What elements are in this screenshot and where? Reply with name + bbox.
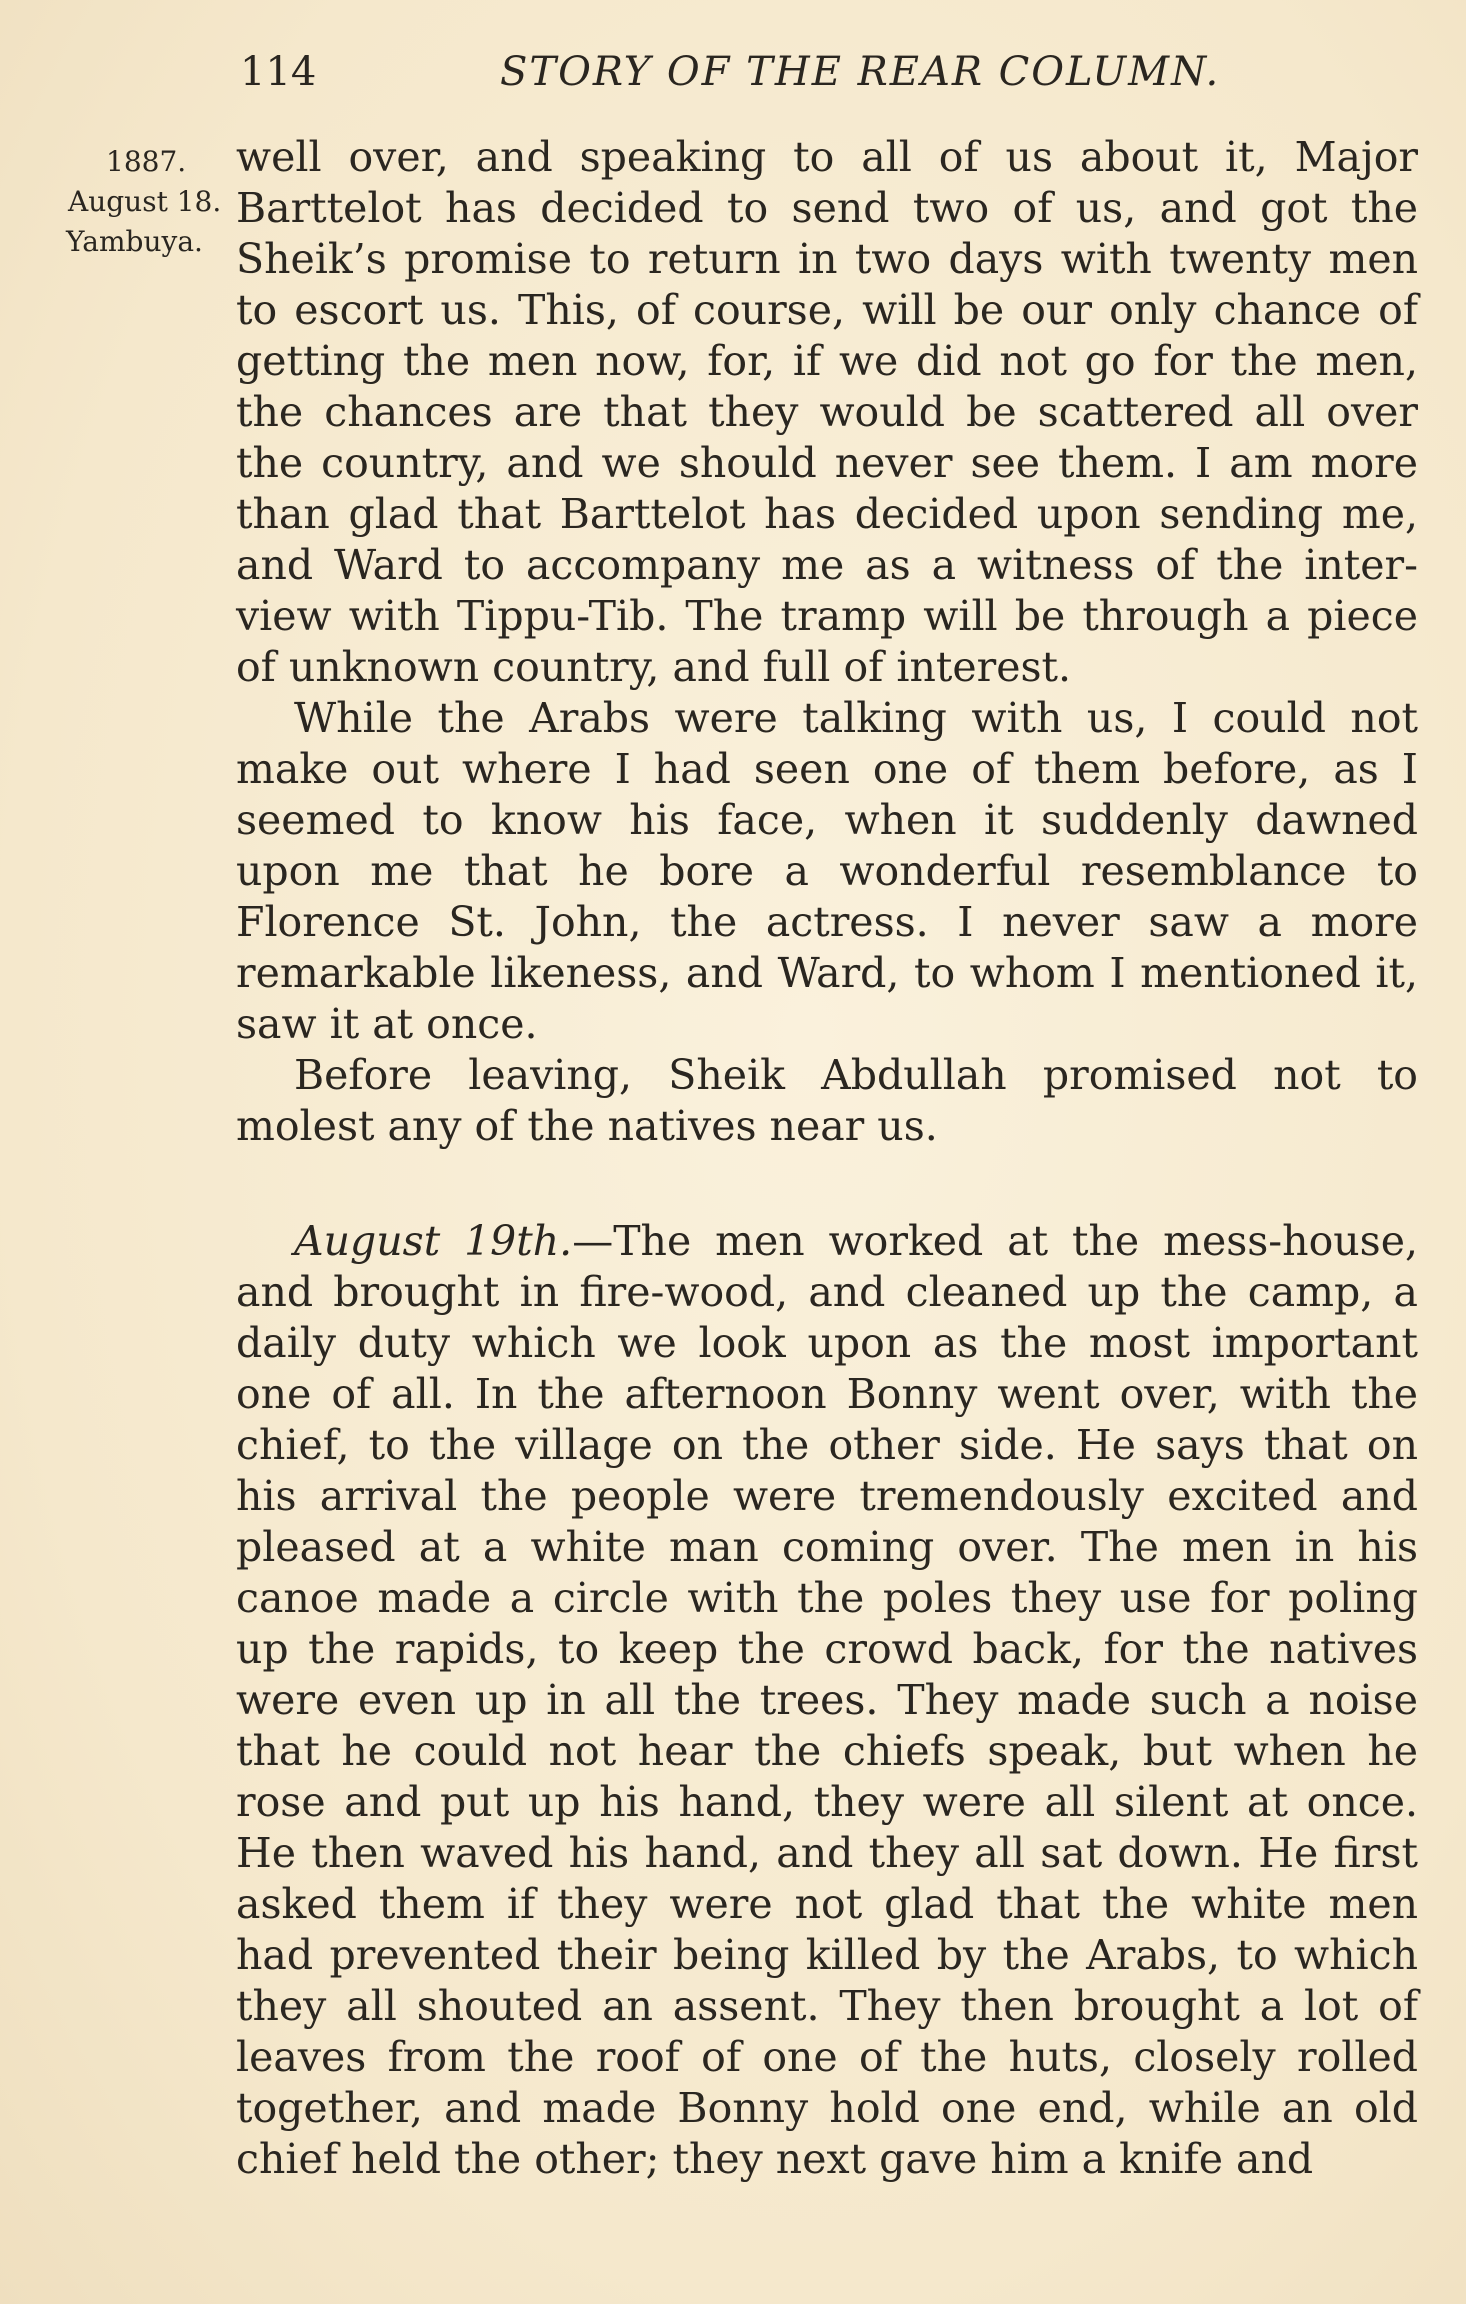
margin-note-place: Yambuya.: [66, 225, 203, 258]
margin-note-year: 1887.: [106, 145, 187, 178]
entry-text: —The men worked at the mess-house, and brought in fire-wood, and cleaned up the camp, a daily duty which we look upon as the most important one of all. In the afternoon Bonny went over, with the chief, to the village on the other side. He says that on his arrival the people were tremendously excited and pleased at a white man coming over. The men in his canoe made a circle with the poles they use for poling up the rapids, to keep the crowd back, for the natives were even up in all the trees. They made such a noise that he could not hear the chiefs speak, but when he rose and put up his hand, they were all silent at once. He then waved his hand, and they all sat down. He first asked them if they were not glad that the white men had prevented their being killed by the Arabs, to which they all shouted an assent. They then brought a lot of leaves from the roof of one of the huts, closely rolled together, and made Bonny hold one end, while an old chief held the other; they next gave him a knife and: [236, 1217, 1418, 2183]
page-number: 114: [240, 49, 317, 95]
page-header: [240, 42, 1240, 102]
paragraph-2: While the Arabs were talking with us, I could not make out where I had seen one of them before, as I seemed to know his face, when it suddenly dawned upon me that he bore a wonderful resemblance to Florence St. John, the actress. I never saw a more remarkable likeness, and Ward, to whom I mentioned it, saw it at once.: [236, 694, 1418, 1048]
paragraph-1: well over, and speaking to all of us about it, Major Barttelot has decided to send two of us, and got the Sheik’s promise to return in two days with twenty men to escort us. This, of course, will be our only chance of getting the men now, for, if we did not go for the men, the chances are that they would be scattered all over the country, and we should never see them. I am more than glad that Barttelot has decided upon sending me, and Ward to accompany me as a witness of the inter-view with Tippu-Tib. The tramp will be through a piece of unknown country, and full of interest.: [236, 133, 1418, 691]
diary-entry: [236, 1216, 1418, 2185]
entry-date: August 19th.: [294, 1217, 573, 1265]
running-title: STORY OF THE REAR COLUMN.: [500, 49, 1221, 95]
paragraph-3: Before leaving, Sheik Abdullah promised not to molest any of the natives near us.: [236, 1051, 1418, 1150]
margin-note: [62, 142, 232, 262]
margin-note-date: August 18.: [68, 185, 222, 218]
body-text: [236, 132, 1418, 2185]
